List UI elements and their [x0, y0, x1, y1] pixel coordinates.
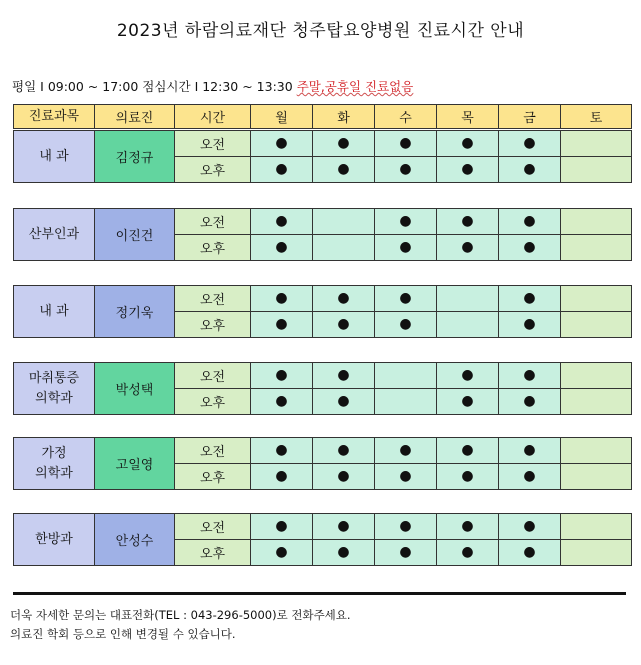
- department-block: [13, 130, 632, 183]
- header-dept: 진료과목: [14, 105, 95, 129]
- schedule-header: [13, 104, 632, 129]
- dept-name-line: 산부인과: [28, 226, 80, 242]
- availability-dot-icon: ●: [399, 518, 412, 534]
- dept-name-line: 의학과: [35, 465, 73, 481]
- availability-dot-icon: ●: [461, 239, 474, 255]
- availability-dot-icon: ●: [461, 135, 474, 151]
- hours-info: 평일 I 09:00 ~ 17:00 점심시간 I 12:30 ~ 13:30 주말,공휴일 진료없음: [12, 79, 414, 94]
- availability-dot-icon: ●: [461, 213, 474, 229]
- day-cell: [251, 209, 313, 235]
- session-label: 오후: [175, 312, 251, 338]
- day-cell: [561, 209, 632, 235]
- availability-dot-icon: ●: [399, 213, 412, 229]
- day-cell: [561, 157, 632, 183]
- day-cell: [499, 389, 561, 415]
- availability-dot-icon: ●: [399, 442, 412, 458]
- availability-dot-icon: ●: [337, 290, 350, 306]
- session-row: [14, 131, 632, 157]
- availability-dot-icon: ●: [399, 135, 412, 151]
- day-cell: [499, 157, 561, 183]
- day-cell: [313, 363, 375, 389]
- dept-name: [14, 514, 95, 566]
- availability-dot-icon: ●: [275, 393, 288, 409]
- day-cell: [313, 540, 375, 566]
- availability-dot-icon: ●: [399, 316, 412, 332]
- day-cell: [375, 438, 437, 464]
- day-cell: [499, 438, 561, 464]
- dept-name-line: 의학과: [35, 390, 73, 406]
- availability-dot-icon: ●: [523, 135, 536, 151]
- availability-dot-icon: ●: [399, 544, 412, 560]
- availability-dot-icon: ●: [523, 161, 536, 177]
- dept-name: [14, 209, 95, 261]
- availability-dot-icon: ●: [523, 544, 536, 560]
- session-label: 오후: [175, 157, 251, 183]
- day-cell: [437, 286, 499, 312]
- doctor-name: 정기욱: [95, 286, 175, 338]
- availability-dot-icon: ●: [337, 316, 350, 332]
- session-label: 오전: [175, 438, 251, 464]
- day-cell: [375, 389, 437, 415]
- day-cell: [375, 209, 437, 235]
- day-cell: [437, 540, 499, 566]
- availability-dot-icon: ●: [399, 161, 412, 177]
- day-cell: [561, 363, 632, 389]
- day-cell: [313, 286, 375, 312]
- dept-name-line: 가정: [41, 445, 67, 461]
- footer-notice: 의료진 학회 등으로 인해 변경될 수 있습니다.: [10, 627, 236, 641]
- availability-dot-icon: ●: [461, 367, 474, 383]
- dept-name-line: 한방과: [35, 531, 73, 547]
- session-row: [14, 363, 632, 389]
- day-cell: [437, 363, 499, 389]
- day-cell: [437, 235, 499, 261]
- header-doctor: 의료진: [95, 105, 175, 129]
- session-row: [14, 514, 632, 540]
- lunch-label: 점심시간: [142, 79, 191, 94]
- day-cell: [561, 389, 632, 415]
- weekday-time: 09:00 ~ 17:00: [47, 79, 139, 94]
- session-label: 오후: [175, 235, 251, 261]
- day-cell: [499, 209, 561, 235]
- session-label: 오전: [175, 363, 251, 389]
- session-row: [14, 209, 632, 235]
- session-label: 오전: [175, 286, 251, 312]
- day-cell: [561, 286, 632, 312]
- availability-dot-icon: ●: [523, 518, 536, 534]
- availability-dot-icon: ●: [275, 290, 288, 306]
- availability-dot-icon: ●: [337, 544, 350, 560]
- day-cell: [251, 286, 313, 312]
- availability-dot-icon: ●: [461, 544, 474, 560]
- day-cell: [313, 389, 375, 415]
- day-cell: [499, 286, 561, 312]
- availability-dot-icon: ●: [523, 442, 536, 458]
- session-row: [14, 286, 632, 312]
- doctor-name: 고일영: [95, 438, 175, 490]
- doctor-name: 박성택: [95, 363, 175, 415]
- availability-dot-icon: ●: [275, 239, 288, 255]
- dept-name-line: 마취통증: [28, 370, 80, 386]
- weekday-label: 평일: [12, 79, 37, 94]
- day-cell: [561, 514, 632, 540]
- day-cell: [499, 131, 561, 157]
- doctor-name: 안성수: [95, 514, 175, 566]
- day-cell: [313, 464, 375, 490]
- day-cell: [251, 540, 313, 566]
- day-cell: [437, 209, 499, 235]
- day-cell: [313, 235, 375, 261]
- availability-dot-icon: ●: [275, 161, 288, 177]
- day-cell: [375, 131, 437, 157]
- dept-name-line: 내 과: [39, 303, 69, 319]
- day-cell: [375, 235, 437, 261]
- department-block: [13, 285, 632, 338]
- availability-dot-icon: ●: [523, 468, 536, 484]
- availability-dot-icon: ●: [337, 161, 350, 177]
- day-cell: [251, 312, 313, 338]
- availability-dot-icon: ●: [275, 468, 288, 484]
- day-cell: [313, 209, 375, 235]
- day-cell: [375, 464, 437, 490]
- day-cell: [437, 389, 499, 415]
- availability-dot-icon: ●: [337, 393, 350, 409]
- department-block: [13, 362, 632, 415]
- day-cell: [561, 540, 632, 566]
- header-mon: 월: [251, 105, 313, 129]
- day-cell: [437, 312, 499, 338]
- day-cell: [375, 312, 437, 338]
- day-cell: [437, 514, 499, 540]
- day-cell: [561, 235, 632, 261]
- day-cell: [375, 157, 437, 183]
- department-block: [13, 208, 632, 261]
- session-label: 오후: [175, 389, 251, 415]
- dept-name: [14, 363, 95, 415]
- doctor-name: 김정규: [95, 131, 175, 183]
- availability-dot-icon: ●: [275, 316, 288, 332]
- header-wed: 수: [375, 105, 437, 129]
- day-cell: [313, 438, 375, 464]
- header-tue: 화: [313, 105, 375, 129]
- department-block: [13, 437, 632, 490]
- day-cell: [251, 235, 313, 261]
- availability-dot-icon: ●: [399, 239, 412, 255]
- availability-dot-icon: ●: [275, 518, 288, 534]
- availability-dot-icon: ●: [523, 239, 536, 255]
- day-cell: [499, 540, 561, 566]
- day-cell: [437, 438, 499, 464]
- day-cell: [313, 157, 375, 183]
- session-label: 오전: [175, 514, 251, 540]
- day-cell: [375, 540, 437, 566]
- dept-name-line: 내 과: [39, 148, 69, 164]
- doctor-name: 이진건: [95, 209, 175, 261]
- day-cell: [561, 438, 632, 464]
- availability-dot-icon: ●: [337, 367, 350, 383]
- closed-note: 주말,공휴일 진료없음: [296, 79, 414, 94]
- session-label: 오전: [175, 209, 251, 235]
- day-cell: [499, 312, 561, 338]
- session-label: 오전: [175, 131, 251, 157]
- availability-dot-icon: ●: [275, 213, 288, 229]
- footer-contact: 더욱 자세한 문의는 대표전화(TEL : 043-296-5000)로 전화주세요.: [10, 608, 351, 622]
- day-cell: [561, 131, 632, 157]
- day-cell: [251, 438, 313, 464]
- availability-dot-icon: ●: [461, 442, 474, 458]
- header-time: 시간: [175, 105, 251, 129]
- day-cell: [313, 312, 375, 338]
- day-cell: [251, 464, 313, 490]
- availability-dot-icon: ●: [523, 316, 536, 332]
- availability-dot-icon: ●: [461, 518, 474, 534]
- availability-dot-icon: ●: [337, 442, 350, 458]
- availability-dot-icon: ●: [461, 161, 474, 177]
- day-cell: [375, 363, 437, 389]
- header-sat: 토: [561, 105, 632, 129]
- dept-name: [14, 438, 95, 490]
- session-row: [14, 438, 632, 464]
- availability-dot-icon: ●: [523, 367, 536, 383]
- department-block: [13, 513, 632, 566]
- day-cell: [561, 312, 632, 338]
- header-thu: 목: [437, 105, 499, 129]
- footer-divider: [13, 592, 626, 595]
- day-cell: [499, 235, 561, 261]
- day-cell: [251, 514, 313, 540]
- availability-dot-icon: ●: [337, 518, 350, 534]
- day-cell: [313, 514, 375, 540]
- day-cell: [437, 464, 499, 490]
- day-cell: [251, 131, 313, 157]
- availability-dot-icon: ●: [399, 468, 412, 484]
- dept-name: [14, 286, 95, 338]
- day-cell: [499, 464, 561, 490]
- day-cell: [375, 514, 437, 540]
- session-label: 오후: [175, 464, 251, 490]
- availability-dot-icon: ●: [337, 468, 350, 484]
- availability-dot-icon: ●: [275, 135, 288, 151]
- page-title: 2023년 하람의료재단 청주탑요양병원 진료시간 안내: [116, 21, 525, 41]
- availability-dot-icon: ●: [461, 468, 474, 484]
- day-cell: [313, 131, 375, 157]
- header-row: [14, 105, 632, 129]
- availability-dot-icon: ●: [399, 290, 412, 306]
- day-cell: [561, 464, 632, 490]
- availability-dot-icon: ●: [275, 367, 288, 383]
- availability-dot-icon: ●: [461, 393, 474, 409]
- dept-name: [14, 131, 95, 183]
- day-cell: [437, 131, 499, 157]
- day-cell: [251, 363, 313, 389]
- day-cell: [251, 157, 313, 183]
- header-fri: 금: [499, 105, 561, 129]
- lunch-time: 12:30 ~ 13:30: [202, 79, 293, 94]
- day-cell: [499, 363, 561, 389]
- availability-dot-icon: ●: [337, 135, 350, 151]
- day-cell: [251, 389, 313, 415]
- availability-dot-icon: ●: [275, 442, 288, 458]
- day-cell: [499, 514, 561, 540]
- availability-dot-icon: ●: [523, 213, 536, 229]
- day-cell: [437, 157, 499, 183]
- availability-dot-icon: ●: [523, 393, 536, 409]
- availability-dot-icon: ●: [523, 290, 536, 306]
- session-label: 오후: [175, 540, 251, 566]
- availability-dot-icon: ●: [275, 544, 288, 560]
- day-cell: [375, 286, 437, 312]
